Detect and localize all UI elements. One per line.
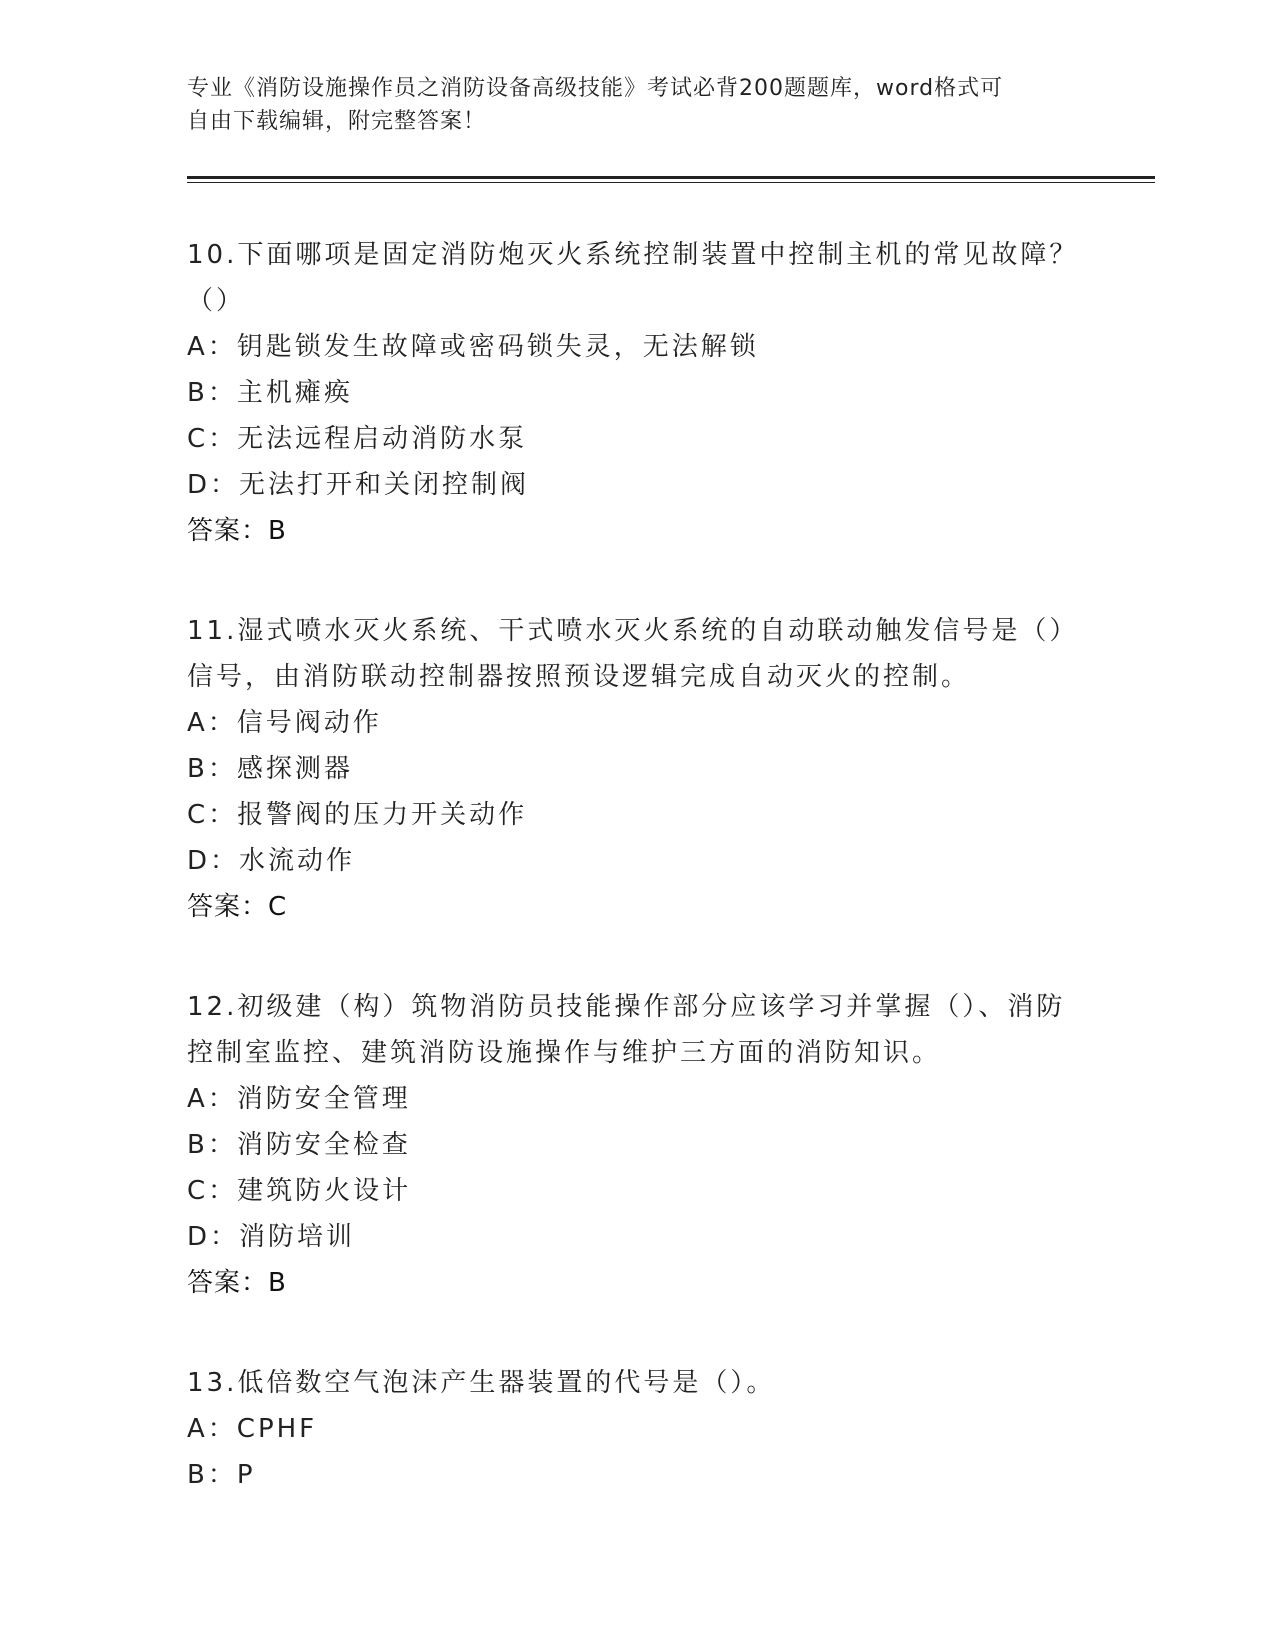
question-stem: 12.初级建（构）筑物消防员技能操作部分应该学习并掌握（）、消防	[187, 992, 1066, 1022]
question-13	[187, 1360, 1087, 1498]
header-divider-thin	[187, 182, 1155, 183]
option-c: C：无法远程启动消防水泵	[187, 424, 528, 454]
document-header	[187, 72, 1067, 138]
option-a: A：消防安全管理	[187, 1084, 411, 1114]
question-list	[187, 232, 1087, 1552]
option-b: B：消防安全检查	[187, 1130, 411, 1160]
answer: 答案：B	[187, 516, 287, 546]
question-stem: 10.下面哪项是固定消防炮灭火系统控制装置中控制主机的常见故障？	[187, 240, 1079, 270]
header-line-2: 自由下载编辑，附完整答案！	[187, 109, 487, 134]
question-stem: 13.低倍数空气泡沫产生器装置的代号是（）。	[187, 1368, 776, 1398]
question-stem-continued: （）	[187, 286, 246, 316]
option-b: B：主机瘫痪	[187, 378, 353, 408]
option-c: C：报警阀的压力开关动作	[187, 800, 528, 830]
question-stem: 11.湿式喷水灭火系统、干式喷水灭火系统的自动联动触发信号是（）	[187, 616, 1079, 646]
option-a: A：CPHF	[187, 1414, 318, 1444]
option-c: C：建筑防火设计	[187, 1176, 412, 1206]
header-line-1: 专业《消防设施操作员之消防设备高级技能》考试必背200题题库，word格式可	[187, 76, 1004, 101]
question-stem-continued: 信号，由消防联动控制器按照预设逻辑完成自动灭火的控制。	[187, 662, 971, 692]
question-10	[187, 232, 1087, 554]
option-d: D：消防培训	[187, 1222, 356, 1252]
header-divider-thick	[187, 176, 1155, 179]
option-a: A：钥匙锁发生故障或密码锁失灵，无法解锁	[187, 332, 759, 362]
question-12	[187, 984, 1087, 1306]
option-a: A：信号阀动作	[187, 708, 382, 738]
answer: 答案：B	[187, 1268, 287, 1298]
option-d: D：水流动作	[187, 846, 356, 876]
option-d: D：无法打开和关闭控制阀	[187, 470, 530, 500]
question-stem-continued: 控制室监控、建筑消防设施操作与维护三方面的消防知识。	[187, 1038, 942, 1068]
option-b: B：P	[187, 1460, 256, 1490]
option-b: B：感探测器	[187, 754, 353, 784]
answer: 答案：C	[187, 892, 288, 922]
question-11	[187, 608, 1087, 930]
